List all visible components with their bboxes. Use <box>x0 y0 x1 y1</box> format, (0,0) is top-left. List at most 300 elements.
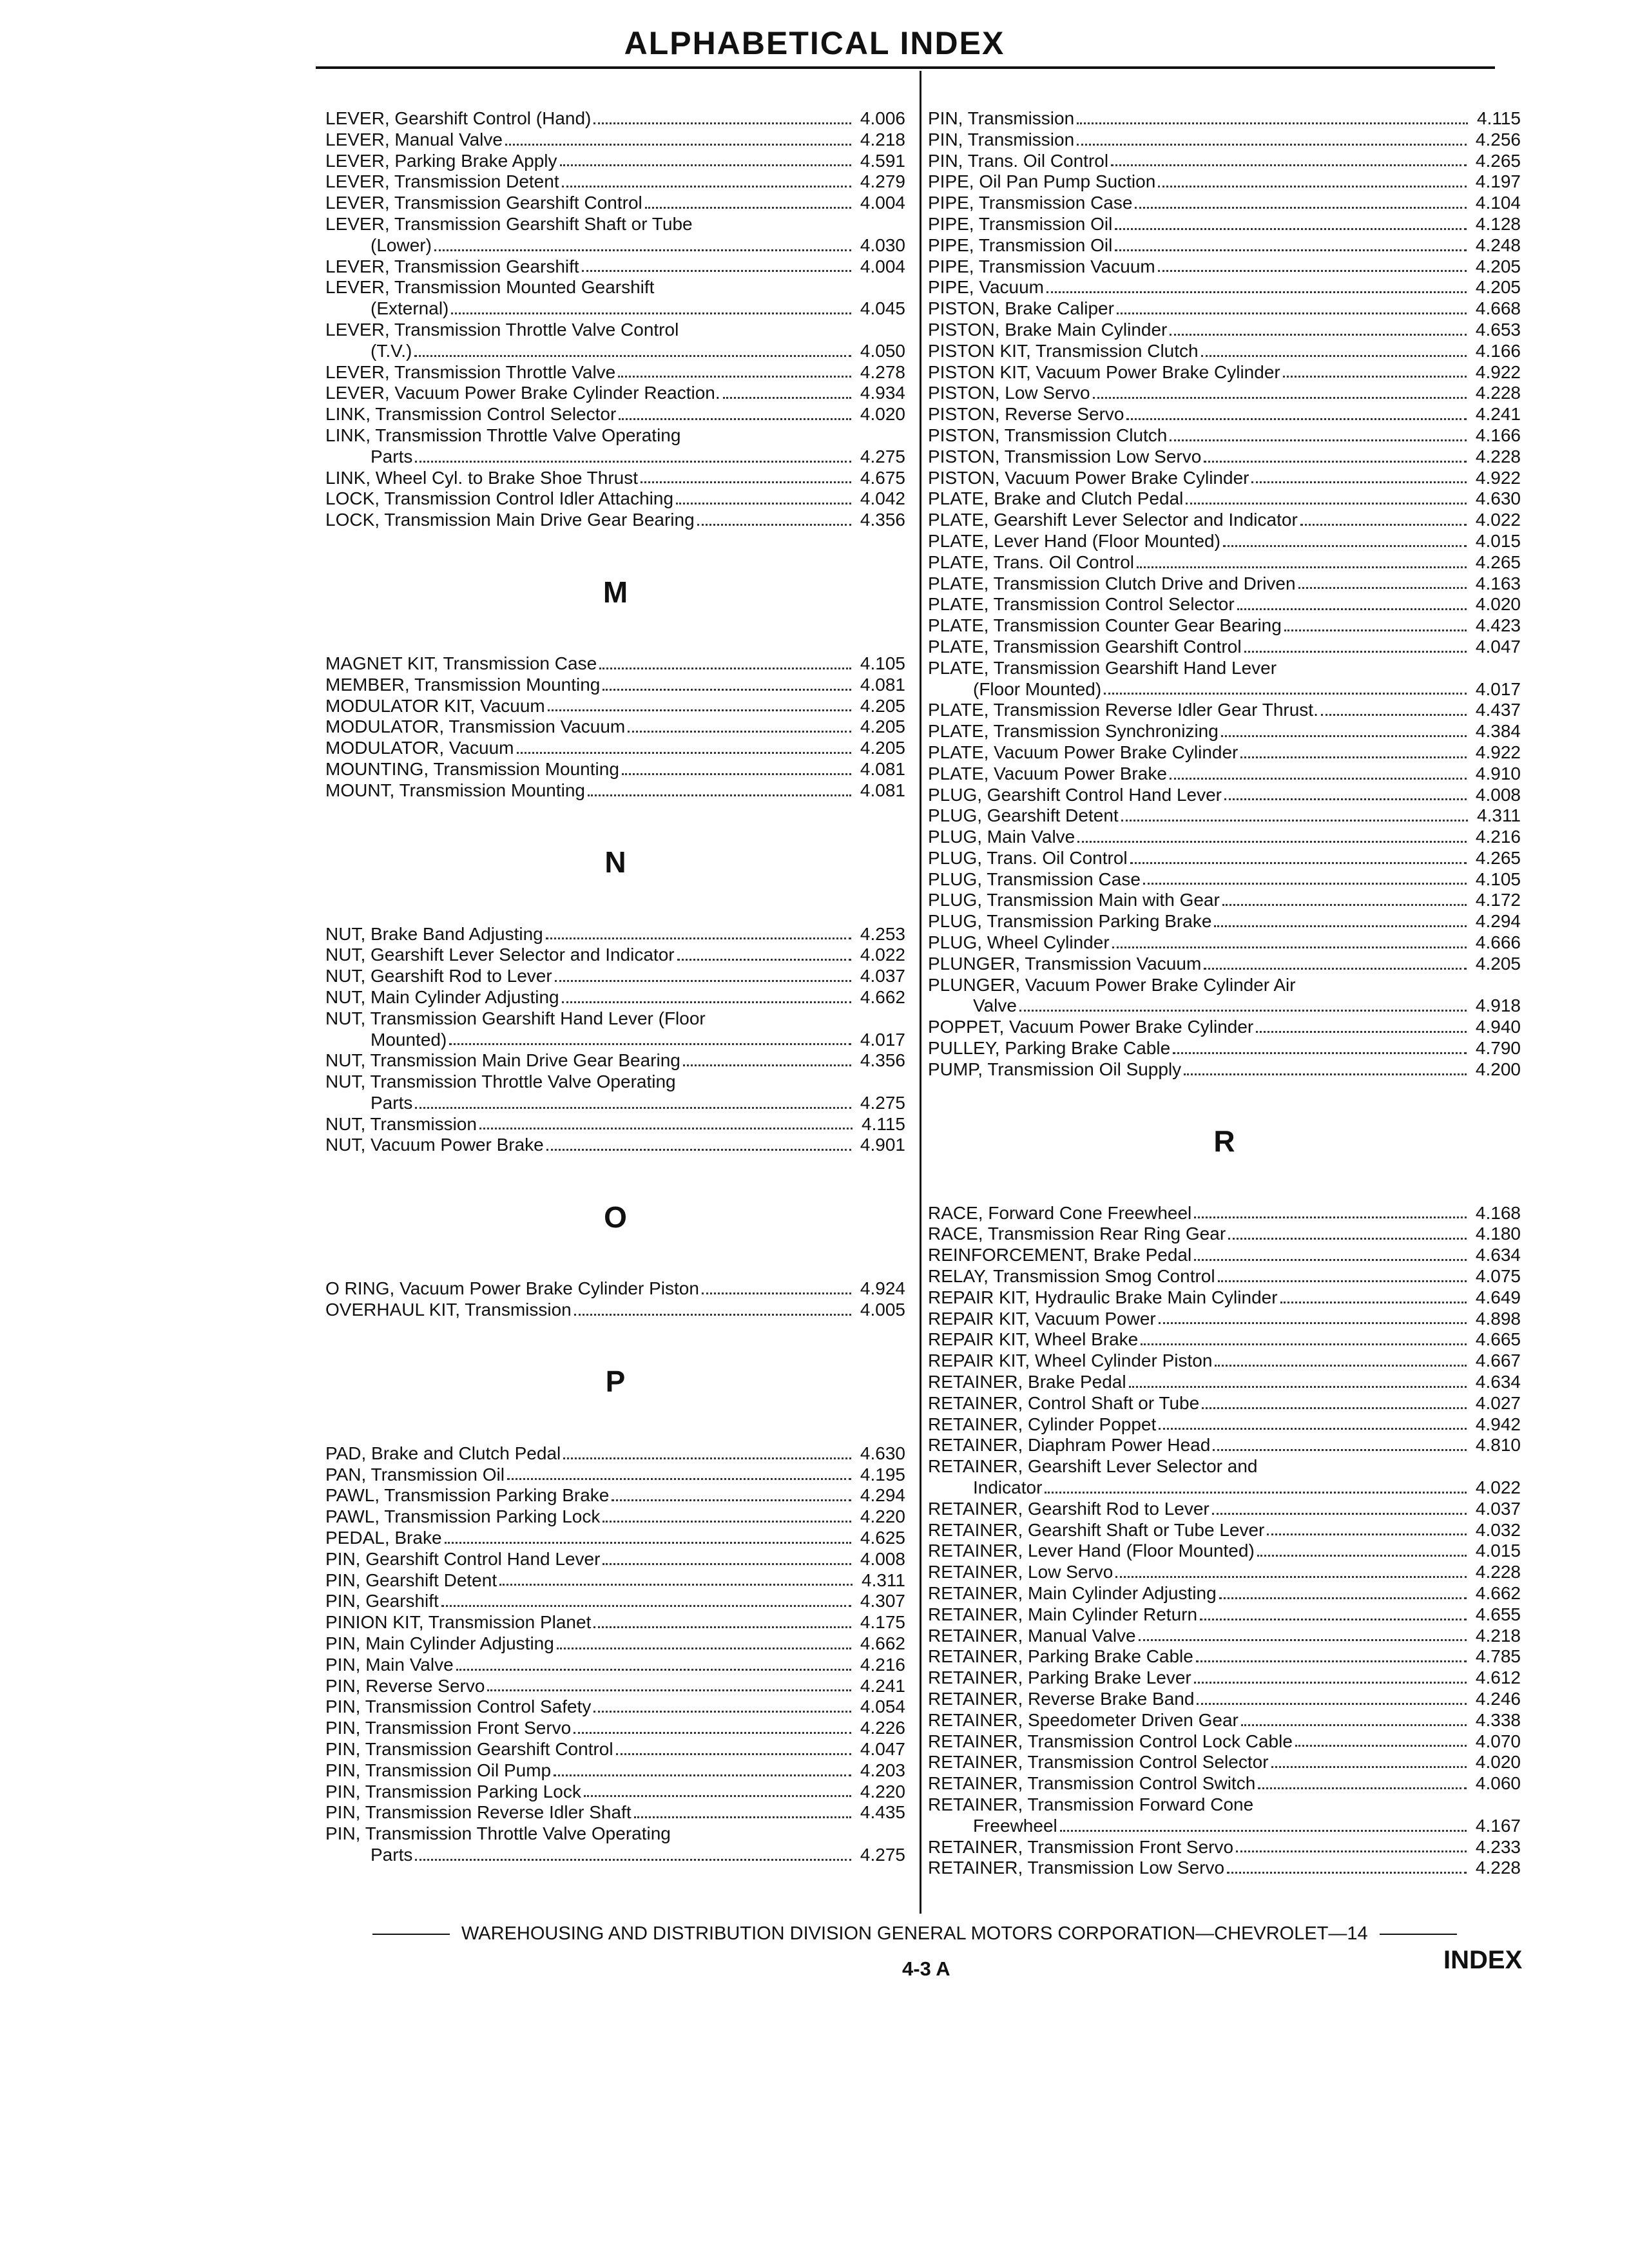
dot-leader <box>1200 1619 1467 1620</box>
index-entry <box>325 193 905 214</box>
entry-text: PLATE, Brake and Clutch Pedal <box>928 488 1184 509</box>
page-ref: 4.180 <box>1475 1224 1521 1244</box>
page-ref: 4.634 <box>1475 1372 1521 1392</box>
page-ref: 4.115 <box>862 1113 905 1134</box>
entry-text: PISTON KIT, Transmission Clutch <box>928 340 1199 361</box>
entry-text: LINK, Wheel Cyl. to Brake Shoe Thrust <box>325 467 639 488</box>
entry-text: PLUG, Trans. Oil Control <box>928 847 1128 868</box>
entry-continuation <box>325 341 905 362</box>
dot-leader <box>487 1689 851 1691</box>
dot-leader <box>677 959 851 961</box>
dot-leader <box>574 1314 851 1316</box>
index-entry <box>928 637 1521 658</box>
entry-text: PISTON, Low Servo <box>928 383 1090 403</box>
entry-text: PISTON, Transmission Low Servo <box>928 446 1202 466</box>
page-ref: 4.228 <box>1475 446 1521 466</box>
entry-text-continued: (T.V.) <box>371 340 412 361</box>
index-entry <box>928 320 1521 341</box>
page-ref: 4.163 <box>1475 573 1521 593</box>
entry-text: PIN, Transmission <box>928 108 1075 128</box>
entry-text: MAGNET KIT, Transmission Case <box>325 653 597 673</box>
dot-leader <box>634 1816 851 1818</box>
dot-leader <box>1173 1052 1467 1054</box>
index-entry <box>325 924 905 945</box>
page-ref: 4.653 <box>1475 319 1521 340</box>
page-ref: 4.934 <box>860 383 905 403</box>
entry-text: PISTON, Brake Caliper <box>928 298 1114 319</box>
entry-text: PIPE, Vacuum <box>928 277 1045 298</box>
dot-leader <box>593 1626 851 1628</box>
page-ref: 4.810 <box>1475 1435 1521 1456</box>
entry-text: REPAIR KIT, Wheel Cylinder Piston <box>928 1350 1213 1371</box>
entry-text: PLUG, Gearshift Detent <box>928 805 1119 826</box>
entry-text: NUT, Transmission Throttle Valve Operating <box>325 1072 676 1092</box>
page-ref: 4.050 <box>860 340 905 361</box>
page-ref: 4.175 <box>860 1612 905 1633</box>
entry-continuation <box>325 298 905 320</box>
page-ref: 4.241 <box>1475 404 1521 425</box>
entry-text-continued: (Floor Mounted) <box>973 678 1102 699</box>
index-entry <box>325 945 905 966</box>
entry-text: PIN, Transmission Throttle Valve Operating <box>325 1823 671 1844</box>
dot-leader <box>1135 207 1466 209</box>
entry-text: MODULATOR KIT, Vacuum <box>325 695 545 716</box>
entry-text: NUT, Brake Band Adjusting <box>325 923 543 944</box>
entry-text: LEVER, Parking Brake Apply <box>325 150 557 171</box>
entry-text: PLUG, Wheel Cylinder <box>928 932 1110 953</box>
dot-leader <box>1184 1073 1467 1075</box>
index-entry <box>325 759 905 780</box>
entry-text: PULLEY, Parking Brake Cable <box>928 1038 1171 1059</box>
entry-text: PLATE, Transmission Control Selector <box>928 594 1235 615</box>
entry-text: PLATE, Transmission Gearshift Control <box>928 636 1242 657</box>
index-entry <box>928 1414 1521 1436</box>
dot-leader <box>1224 798 1467 800</box>
entry-text: PISTON, Brake Main Cylinder <box>928 319 1168 340</box>
page-ref: 4.649 <box>1475 1287 1521 1307</box>
index-entry <box>325 738 905 759</box>
dot-leader <box>582 270 851 272</box>
entry-text: PIN, Gearshift Control Hand Lever <box>325 1548 601 1569</box>
index-entry <box>325 1696 905 1718</box>
dot-leader <box>1237 608 1467 610</box>
index-entry <box>928 1245 1521 1266</box>
index-entry <box>325 1485 905 1506</box>
page-ref: 4.008 <box>860 1548 905 1569</box>
index-entry <box>928 1646 1521 1667</box>
index-entry <box>325 696 905 717</box>
page-ref: 4.226 <box>860 1718 905 1738</box>
entry-text: PIN, Reverse Servo <box>325 1675 485 1696</box>
dot-leader <box>602 689 851 691</box>
page-ref: 4.205 <box>860 716 905 737</box>
dot-leader <box>1117 312 1467 314</box>
dot-leader <box>1240 756 1467 758</box>
dot-leader <box>1093 397 1467 399</box>
entry-text: LEVER, Gearshift Control (Hand) <box>325 108 592 128</box>
dot-leader <box>1321 714 1467 716</box>
index-entry <box>928 1520 1521 1541</box>
entry-text: LEVER, Transmission Gearshift <box>325 256 579 276</box>
page-ref: 4.612 <box>1475 1667 1521 1688</box>
entry-continuation <box>928 1477 1521 1499</box>
entry-text-continued: Parts <box>371 1092 413 1113</box>
dot-leader <box>1228 1238 1467 1240</box>
entry-text: MEMBER, Transmission Mounting <box>325 674 601 695</box>
entry-text: LINK, Transmission Throttle Valve Operating <box>325 425 681 445</box>
page-ref: 4.054 <box>860 1696 905 1717</box>
page-ref: 4.246 <box>1475 1688 1521 1709</box>
entry-text: LOCK, Transmission Control Idler Attaching <box>325 488 674 509</box>
dot-leader <box>1212 1513 1467 1515</box>
entry-text: LEVER, Transmission Throttle Valve Control <box>325 319 679 340</box>
dot-leader <box>602 1521 851 1523</box>
dot-leader <box>1204 968 1467 970</box>
dot-leader <box>562 1001 851 1003</box>
index-entry <box>928 573 1521 595</box>
index-entry <box>928 615 1521 637</box>
entry-text: RETAINER, Lever Hand (Floor Mounted) <box>928 1541 1255 1561</box>
entry-text: PAWL, Transmission Parking Brake <box>325 1485 610 1506</box>
entry-text: NUT, Gearshift Rod to Lever <box>325 966 552 986</box>
entry-continuation <box>325 1093 905 1114</box>
index-entry <box>928 1837 1521 1858</box>
entry-continuation <box>928 1816 1521 1837</box>
index-entry <box>325 404 905 425</box>
index-entry <box>928 1604 1521 1626</box>
dot-leader <box>563 1457 851 1459</box>
index-entry <box>928 742 1521 764</box>
dot-leader <box>1046 291 1467 293</box>
index-entry <box>325 362 905 383</box>
section-label: INDEX <box>1443 1946 1523 1974</box>
dot-leader <box>434 249 851 251</box>
page-ref: 4.081 <box>860 674 905 695</box>
entry-text: PIPE, Transmission Oil <box>928 235 1113 255</box>
page-ref: 4.233 <box>1475 1836 1521 1857</box>
page-ref: 4.918 <box>1475 995 1521 1016</box>
dot-leader <box>1257 1555 1467 1557</box>
footer-text: WAREHOUSING AND DISTRIBUTION DIVISION GENERAL MOTORS CORPORATION—CHEVROLET—14 <box>461 1923 1368 1944</box>
dot-leader <box>555 980 851 982</box>
page-ref: 4.279 <box>860 171 905 192</box>
index-entry <box>325 1114 905 1135</box>
index-entry <box>928 764 1521 785</box>
index-entry <box>325 1278 905 1300</box>
index-entry <box>928 594 1521 615</box>
page-ref: 4.265 <box>1475 847 1521 868</box>
page-ref: 4.200 <box>1475 1059 1521 1079</box>
page-ref: 4.105 <box>1475 869 1521 889</box>
index-entry <box>928 1393 1521 1414</box>
page-ref: 4.205 <box>1475 953 1521 974</box>
entry-text: RETAINER, Transmission Forward Cone <box>928 1794 1254 1814</box>
entry-text: PLUG, Transmission Main with Gear <box>928 890 1220 910</box>
title-rule <box>316 66 1495 69</box>
dot-leader <box>456 1669 851 1671</box>
page-number: 4-3 A <box>902 1957 950 1980</box>
page-ref: 4.022 <box>1475 510 1521 530</box>
entry-text: RETAINER, Control Shaft or Tube <box>928 1392 1200 1413</box>
page-ref: 4.032 <box>1475 1519 1521 1540</box>
page-ref: 4.307 <box>860 1591 905 1611</box>
dot-leader <box>1077 144 1467 146</box>
index-entry <box>928 1287 1521 1309</box>
page-ref: 4.205 <box>860 695 905 716</box>
page-ref: 4.437 <box>1475 700 1521 720</box>
page-ref: 4.311 <box>1477 805 1521 826</box>
page-ref: 4.790 <box>1475 1038 1521 1059</box>
index-entry <box>928 975 1521 1017</box>
entry-text-continued: Mounted) <box>371 1029 447 1050</box>
entry-text: PAWL, Transmission Parking Lock <box>325 1506 601 1527</box>
dot-leader <box>441 1605 851 1607</box>
index-entry <box>325 488 905 510</box>
index-entry <box>325 425 905 468</box>
page-ref: 4.275 <box>860 446 905 466</box>
index-entry <box>325 675 905 696</box>
page-ref: 4.940 <box>1475 1017 1521 1037</box>
index-entry <box>928 1435 1521 1456</box>
dot-leader <box>645 207 851 209</box>
dot-leader <box>641 481 851 483</box>
index-entry <box>928 1731 1521 1753</box>
dot-leader <box>1258 1787 1467 1789</box>
entry-text: NUT, Vacuum Power Brake <box>325 1135 544 1155</box>
section-letter: P <box>605 1365 626 1399</box>
dot-leader <box>415 461 851 463</box>
entry-text: LEVER, Transmission Mounted Gearshift <box>325 277 655 298</box>
page-ref: 4.666 <box>1475 932 1521 953</box>
dot-leader <box>562 186 851 187</box>
index-entry <box>325 780 905 802</box>
entry-text: NUT, Transmission Main Drive Gear Bearing <box>325 1050 680 1071</box>
page-ref: 4.667 <box>1475 1350 1521 1371</box>
index-entry <box>325 966 905 987</box>
page-ref: 4.675 <box>860 467 905 488</box>
index-entry <box>928 1203 1521 1224</box>
dot-leader <box>1223 545 1467 547</box>
dot-leader <box>1283 376 1467 378</box>
page-ref: 4.591 <box>860 150 905 171</box>
page-ref: 4.662 <box>1475 1583 1521 1603</box>
entry-text: LINK, Transmission Control Selector <box>325 404 617 425</box>
dot-leader <box>1159 1322 1467 1324</box>
page-ref: 4.665 <box>1475 1329 1521 1350</box>
page-ref: 4.172 <box>1475 890 1521 910</box>
index-entry <box>325 653 905 675</box>
dot-leader <box>1227 1872 1467 1874</box>
index-entry <box>325 1135 905 1156</box>
page-ref: 4.356 <box>860 1050 905 1071</box>
page-ref: 4.104 <box>1475 193 1521 213</box>
index-entry <box>325 987 905 1008</box>
dot-leader <box>1130 862 1467 864</box>
entry-text: RETAINER, Transmission Control Selector <box>928 1752 1269 1773</box>
index-entry <box>325 1718 905 1739</box>
entry-text: PLATE, Vacuum Power Brake Cylinder <box>928 742 1239 762</box>
section-letter: R <box>1213 1124 1235 1158</box>
dot-leader <box>479 1128 853 1129</box>
dot-leader <box>1267 1533 1467 1535</box>
dot-leader <box>1141 1343 1467 1345</box>
page-ref: 4.166 <box>1475 340 1521 361</box>
index-entry <box>928 510 1521 531</box>
index-entry <box>928 404 1521 425</box>
page-ref: 4.294 <box>1475 911 1521 932</box>
index-entry <box>928 1858 1521 1879</box>
index-entry <box>928 1773 1521 1794</box>
dot-leader <box>622 773 851 775</box>
index-entry <box>928 1710 1521 1731</box>
page-ref: 4.037 <box>1475 1498 1521 1519</box>
page-ref: 4.045 <box>860 298 905 319</box>
entry-text: RETAINER, Gearshift Lever Selector and <box>928 1456 1258 1477</box>
dot-leader <box>1256 1031 1467 1033</box>
page-ref: 4.220 <box>860 1781 905 1802</box>
index-entry <box>325 1465 905 1486</box>
index-entry <box>928 1626 1521 1647</box>
page-ref: 4.216 <box>860 1654 905 1675</box>
index-entry <box>325 1300 905 1321</box>
entry-text: PLATE, Transmission Gearshift Hand Lever <box>928 657 1277 678</box>
index-entry <box>928 235 1521 256</box>
dot-leader <box>618 376 851 378</box>
page-ref: 4.004 <box>860 256 905 276</box>
dot-leader <box>546 1149 851 1151</box>
page-ref: 4.008 <box>1475 784 1521 805</box>
index-entry <box>928 277 1521 298</box>
entry-text-continued: Freewheel <box>973 1815 1057 1836</box>
entry-text: LEVER, Transmission Throttle Valve <box>325 361 616 382</box>
section-letter: M <box>602 575 628 609</box>
entry-text: PLUG, Main Valve <box>928 827 1075 847</box>
dot-leader <box>697 524 851 526</box>
column-divider <box>920 71 921 1914</box>
entry-text: PLUNGER, Vacuum Power Brake Cylinder Air <box>928 974 1296 995</box>
page-ref: 4.015 <box>1475 1541 1521 1561</box>
dot-leader <box>1251 481 1466 483</box>
dot-leader <box>1295 1745 1467 1747</box>
dot-leader <box>612 1499 851 1501</box>
page-ref: 4.630 <box>860 1443 905 1463</box>
page-ref: 4.228 <box>1475 1858 1521 1878</box>
index-entry <box>325 1072 905 1114</box>
dot-leader <box>1158 270 1467 272</box>
index-entry <box>928 1752 1521 1773</box>
dot-leader <box>599 668 851 669</box>
index-entry <box>325 1570 905 1591</box>
page-ref: 4.241 <box>860 1675 905 1696</box>
index-entry <box>325 277 905 320</box>
page-ref: 4.081 <box>860 780 905 800</box>
page-ref: 4.017 <box>860 1029 905 1050</box>
page-ref: 4.265 <box>1475 150 1521 171</box>
page-ref: 4.203 <box>860 1760 905 1780</box>
entry-text: RETAINER, Transmission Control Switch <box>928 1773 1256 1794</box>
page-ref: 4.218 <box>860 129 905 149</box>
page-ref: 4.338 <box>1475 1709 1521 1730</box>
entry-text: REINFORCEMENT, Brake Pedal <box>928 1245 1192 1265</box>
entry-text: REPAIR KIT, Hydraulic Brake Main Cylinder <box>928 1287 1278 1307</box>
dot-leader <box>593 1711 851 1713</box>
page-ref: 4.910 <box>1475 763 1521 783</box>
page-ref: 4.898 <box>1475 1308 1521 1329</box>
dot-leader <box>560 164 851 166</box>
index-entry <box>928 468 1521 489</box>
dot-leader <box>616 1753 851 1755</box>
entry-text: RETAINER, Low Servo <box>928 1562 1113 1582</box>
index-entry <box>928 214 1521 235</box>
page-ref: 4.205 <box>860 738 905 758</box>
index-entry <box>928 1372 1521 1393</box>
index-entry <box>928 552 1521 573</box>
entry-continuation <box>928 679 1521 700</box>
index-entry <box>928 171 1521 193</box>
entry-text: PIN, Gearshift <box>325 1591 439 1611</box>
entry-continuation <box>325 1845 905 1866</box>
page-ref: 4.901 <box>860 1135 905 1155</box>
page-ref: 4.384 <box>1475 721 1521 742</box>
index-entry <box>325 1739 905 1760</box>
page-ref: 4.942 <box>1475 1414 1521 1434</box>
dot-leader <box>449 1043 851 1045</box>
right-index-column <box>928 108 1521 1879</box>
index-entry <box>928 531 1521 552</box>
entry-text: RETAINER, Main Cylinder Adjusting <box>928 1583 1217 1603</box>
entry-text: PIPE, Transmission Oil <box>928 213 1113 234</box>
dot-leader <box>1060 1830 1467 1832</box>
entry-text: REPAIR KIT, Vacuum Power <box>928 1308 1156 1329</box>
dot-leader <box>1115 228 1467 230</box>
dot-leader <box>619 418 851 420</box>
dot-leader <box>628 731 851 733</box>
entry-text: RETAINER, Gearshift Rod to Lever <box>928 1498 1210 1519</box>
dot-leader <box>702 1293 851 1294</box>
index-entry <box>928 383 1521 404</box>
index-entry <box>928 425 1521 447</box>
page-ref: 4.634 <box>1475 1245 1521 1265</box>
dot-leader <box>1170 334 1467 336</box>
dot-leader <box>445 1542 851 1544</box>
index-entry <box>928 193 1521 214</box>
dot-leader <box>414 355 851 357</box>
dot-leader <box>1213 1449 1467 1451</box>
index-entry <box>928 1667 1521 1689</box>
index-entry <box>325 1008 905 1051</box>
entry-text: LEVER, Transmission Gearshift Shaft or Tube <box>325 213 693 234</box>
index-entry <box>325 716 905 738</box>
index-entry <box>928 700 1521 721</box>
entry-text: MOUNTING, Transmission Mounting <box>325 758 619 779</box>
dot-leader <box>1298 587 1467 589</box>
index-entry <box>325 151 905 172</box>
index-entry <box>325 1802 905 1823</box>
dot-leader <box>507 1478 851 1480</box>
dot-leader <box>1121 820 1468 822</box>
page-ref: 4.256 <box>1475 129 1521 149</box>
page-ref: 4.216 <box>1475 827 1521 847</box>
page-ref: 4.081 <box>860 758 905 779</box>
dot-leader <box>676 503 851 505</box>
entry-text: NUT, Main Cylinder Adjusting <box>325 986 559 1007</box>
page-ref: 4.294 <box>860 1485 905 1506</box>
page-ref: 4.205 <box>1475 256 1521 276</box>
dot-leader <box>557 1648 851 1649</box>
entry-text: PIN, Main Cylinder Adjusting <box>325 1633 554 1654</box>
page-ref: 4.167 <box>1475 1815 1521 1836</box>
dot-leader <box>548 709 851 711</box>
